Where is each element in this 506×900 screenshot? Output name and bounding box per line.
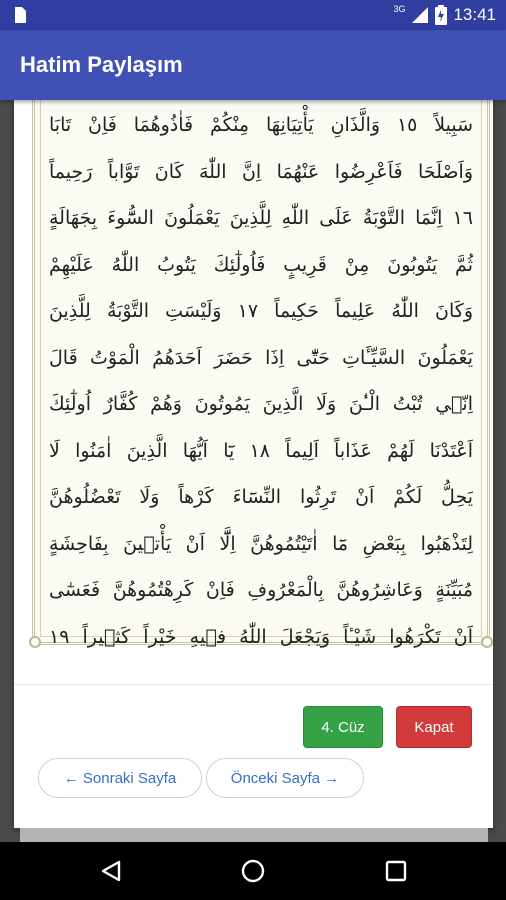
- previous-page-button[interactable]: Önceki Sayfa →: [206, 758, 364, 798]
- quran-line: وَكَانَ اللّٰهُ عَلِيماً حَكِيماً ١٧ وَلَيْسَتِ التَّوْبَةُ لِلَّذِينَ: [49, 300, 473, 322]
- corner-ornament: [29, 636, 41, 648]
- recents-icon[interactable]: [384, 859, 408, 883]
- battery-icon: [435, 5, 447, 25]
- quran-line: مُبَيِّنَةٍ وَعَاشِرُوهُنَّ بِالْمَعْرُوفِ فَاِنْ كَرِهْتُمُوهُنَّ فَعَسٰٓى: [49, 579, 473, 601]
- quran-line: سَبِيلاً ١٥ وَالَّذَانِ يَأْتِيَانِهَا مِنْكُمْ فَاٰذُوهُمَا فَاِنْ تَابَا: [49, 114, 473, 136]
- page-dialog: [14, 100, 493, 828]
- corner-ornament: [481, 636, 493, 648]
- quran-page[interactable]: [32, 100, 490, 648]
- quran-line: ١٦ اِنَّمَا التَّوْبَةُ عَلَى اللّٰهِ لِلَّذِينَ يَعْمَلُونَ السُّٓوءَ بِجَهَالَةٍ: [49, 207, 473, 229]
- quran-line: وَاَصْلَحَا فَاَعْرِضُوا عَنْهُمَا اِنَّ اللّٰهَ كَانَ تَوَّاباً رَحِيماً: [49, 160, 473, 183]
- status-icons: [393, 4, 496, 26]
- signal-icon: [411, 6, 429, 24]
- app-title: Hatim Paylaşım: [20, 52, 183, 77]
- status-bar: [0, 0, 506, 30]
- quran-line: لِتَذْهَبُوا بِبَعْضِ مَٓا اٰتَيْتُمُوهُنَّ اِلَّٓا اَنْ يَأْت۪ينَ بِفَاحِشَةٍ: [49, 532, 473, 555]
- next-page-button[interactable]: ← Sonraki Sayfa: [38, 758, 202, 798]
- quran-line: ثُمَّ يَتُوبُونَ مِنْ قَرِيبٍ فَاُولٰٓئِكَ يَتُوبُ اللّٰهُ عَلَيْهِمْ: [49, 253, 473, 276]
- home-icon[interactable]: [241, 859, 265, 883]
- quran-text: [49, 102, 473, 660]
- quran-line: اَنْ تَكْرَهُوا شَيْـٔاً وَيَجْعَلَ اللّٰهُ ف۪يهِ خَيْراً كَث۪يراً ١٩: [49, 625, 473, 648]
- divider: [14, 684, 493, 685]
- quran-line: اَعْتَدْنَا لَهُمْ عَذَاباً اَلِيماً ١٨ يَٓا اَيُّهَا الَّذِينَ اٰمَنُوا لَا: [49, 439, 473, 462]
- sim-card-icon: [12, 6, 28, 24]
- app-bar: [0, 30, 506, 100]
- juz-button[interactable]: 4. Cüz: [303, 706, 383, 748]
- quran-line: اِنّ۪ي تُبْتُ الْـٰٔنَ وَلَا الَّذِينَ يَمُوتُونَ وَهُمْ كُفَّارٌ اُولٰٓئِكَ: [49, 393, 473, 415]
- close-button[interactable]: Kapat: [396, 706, 472, 748]
- navigation-bar: [0, 842, 506, 900]
- quran-line: يَعْمَلُونَ السَّيِّـَٔاتِ حَتّٰٓى اِذَا حَضَرَ اَحَدَهُمُ الْمَوْتُ قَالَ: [49, 346, 473, 369]
- network-type: 3G: [393, 4, 406, 14]
- clock: 13:41: [453, 5, 496, 24]
- quran-line: يَحِلُّ لَكُمْ اَنْ تَرِثُوا النِّسَٓاءَ كَرْهاً وَلَا تَعْضُلُوهُنَّ: [49, 486, 473, 508]
- background-card-edge: [20, 828, 488, 842]
- back-icon[interactable]: [99, 859, 123, 883]
